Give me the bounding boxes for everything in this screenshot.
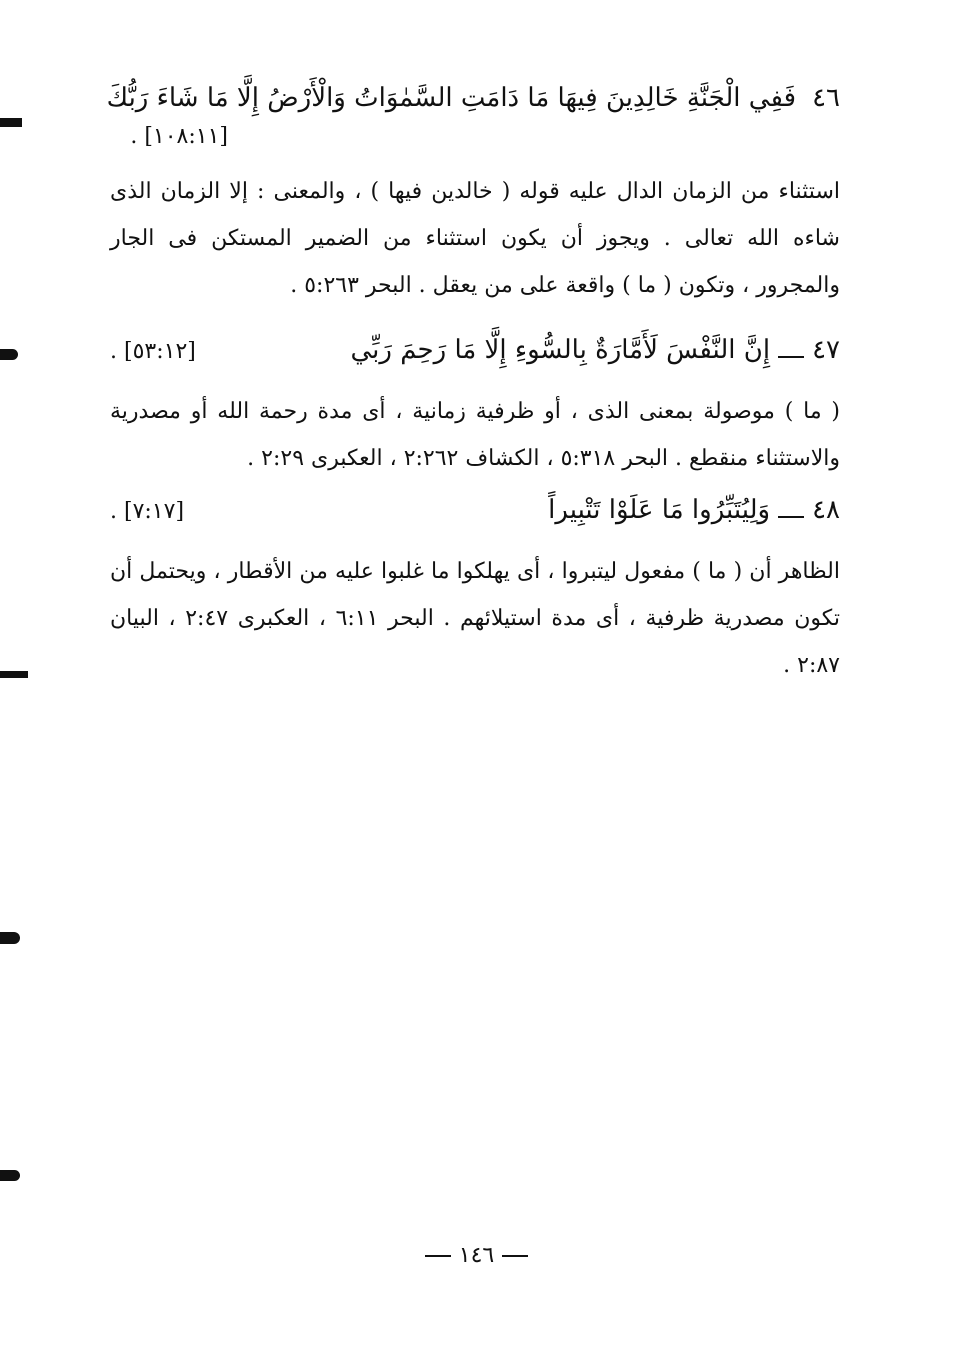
verse-reference: [٥٣:١٢] . [110, 339, 196, 364]
entry-number: ٤٦ [812, 83, 840, 113]
binding-mark [0, 1170, 20, 1181]
verse-reference: [١٠٨:١١] . [130, 124, 228, 149]
binding-mark [0, 932, 20, 944]
verse-line [110, 490, 840, 532]
verse-reference: [٧:١٧] . [110, 499, 185, 524]
page-number: ١٤٦ [458, 1243, 495, 1268]
entry-number: ٤٧ [812, 335, 840, 365]
entry-46 [106, 78, 840, 309]
commentary-paragraph: استثناء من الزمان الدال عليه قوله ( خالدين فيها ) ، والمعنى : إلا الزمان الذى شاءه الله تعالى . ويجوز أن يكون استثناء من الضمير المستكن فى الجار والمجرور ، وتكون ( ما ) واقعة على من يعقل . البحر ٥:٢٦٣ . [110, 179, 840, 298]
verse-text: فَفِي الْجَنَّةِ خَالِدِينَ فِيهَا مَا دَامَتِ السَّمٰوَاتُ وَالْأَرْضُ إِلَّا مَا شَاءَ رَبُّكَ [106, 83, 797, 113]
entry-47 [110, 330, 840, 482]
binding-mark [0, 349, 18, 360]
page-footer [0, 1243, 953, 1268]
em-dash [425, 1255, 451, 1257]
verse-text: وَلِيُتَبِّرُوا مَا عَلَوْا تَتْبِيراً [548, 495, 771, 525]
commentary-paragraph: الظاهر أن ( ما ) مفعول ليتبروا ، أى يهلكوا ما غلبوا عليه من الأقطار ، ويحتمل أن تكون مصدرية ظرفية ، أى مدة استيلائهم . البحر ٦:١١ ، العكبرى ٢:٤٧ ، البيان ٢:٨٧ . [110, 559, 841, 678]
verse-group [351, 330, 840, 370]
em-dash [778, 516, 804, 518]
verse-line [106, 78, 840, 118]
em-dash [502, 1255, 528, 1257]
em-dash [778, 356, 804, 358]
entry-48 [110, 490, 840, 689]
verse-line [110, 330, 840, 372]
verse-group [548, 490, 840, 530]
binding-mark [0, 118, 22, 127]
entry-number: ٤٨ [812, 495, 840, 525]
binding-mark [0, 671, 28, 678]
commentary-paragraph: ( ما ) موصولة بمعنى الذى ، أو ظرفية زمانية ، أى مدة رحمة الله أو مصدرية والاستثناء منقطع . البحر ٥:٣١٨ ، الكشاف ٢:٢٦٢ ، العكبرى ٢:٢٩ . [110, 399, 840, 471]
verse-text: إِنَّ النَّفْسَ لَأَمَّارَةٌ بِالسُّوءِ إِلَّا مَا رَحِمَ رَبِّي [350, 335, 771, 365]
